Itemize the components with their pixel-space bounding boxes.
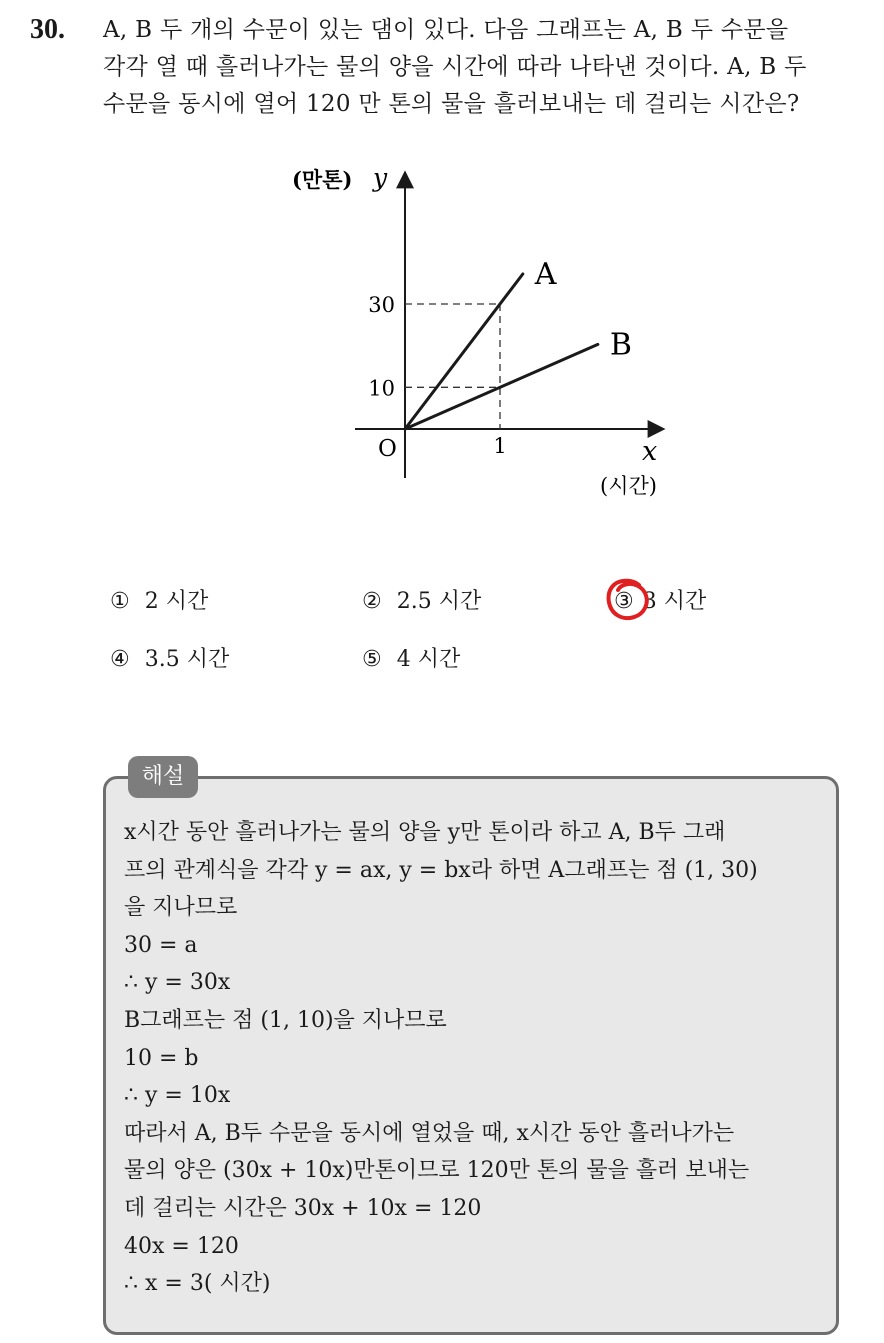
series-label-b: B — [609, 327, 632, 363]
explanation-line: 40x = 120 — [124, 1233, 239, 1259]
choice-4[interactable] — [110, 642, 229, 673]
choice-number: ② — [362, 589, 382, 614]
x-axis-variable: x — [642, 436, 658, 467]
y-axis-unit: (만톤) — [292, 167, 353, 192]
explanation-line: ∴ y = 30x — [124, 970, 231, 996]
explanation-line: 물의 양은 (30x + 10x)만톤이므로 120만 톤의 물을 흘러 보내는 — [124, 1158, 750, 1184]
explanation-line: 데 걸리는 시간은 30x + 10x = 120 — [124, 1195, 482, 1221]
x-tick-label: 1 — [493, 434, 507, 458]
choice-text: 2.5 시간 — [396, 589, 482, 614]
explanation-line: 30 = a — [124, 932, 198, 958]
explanation-line: x시간 동안 흘러나가는 물의 양을 y만 톤이라 하고 A, B두 그래 — [124, 820, 726, 845]
explanation-tag: 해설 — [128, 756, 198, 798]
y-tick-label: 30 — [368, 293, 395, 317]
choice-text: 3.5 시간 — [144, 647, 230, 672]
question-line: 수문을 동시에 열어 120 만 톤의 물을 흘러보내는 데 걸리는 시간은? — [103, 91, 800, 117]
explanation-line: B그래프는 점 (1, 10)을 지나므로 — [124, 1007, 447, 1033]
explanation-line: ∴ x = 3( 시간) — [124, 1271, 271, 1297]
choice-number: ④ — [110, 647, 130, 672]
choice-3[interactable] — [614, 584, 706, 615]
explanation-line: ∴ y = 10x — [124, 1083, 231, 1109]
choice-text: 2 시간 — [144, 589, 209, 614]
choice-text: 4 시간 — [396, 647, 461, 672]
x-axis-unit: (시간) — [600, 474, 657, 498]
explanation-text — [124, 814, 829, 1303]
explanation-line: 을 지나므로 — [124, 895, 238, 921]
explanation-line: 10 = b — [124, 1045, 199, 1071]
choice-2[interactable] — [362, 584, 481, 615]
choice-number: ③ — [614, 589, 634, 614]
choice-number: ⑤ — [362, 647, 382, 672]
choice-5[interactable] — [362, 642, 460, 673]
series-line-a — [405, 274, 523, 429]
explanation-line: 프의 관계식을 각각 y = ax, y = bx라 하면 A그래프는 점 (1, 30) — [124, 857, 758, 883]
series-label-a: A — [534, 257, 557, 292]
choice-text: 3 시간 — [642, 589, 707, 614]
choice-1[interactable] — [110, 584, 208, 615]
question-stem — [103, 12, 863, 123]
origin-label: O — [378, 436, 397, 462]
choice-number: ① — [110, 589, 130, 614]
y-tick-label: 10 — [368, 376, 395, 401]
y-axis-variable: y — [373, 163, 388, 192]
question-line: 각각 열 때 흘러나가는 물의 양을 시간에 따라 나타낸 것이다. A, B 두 — [103, 54, 807, 80]
explanation-line: 따라서 A, B두 수문을 동시에 열었을 때, x시간 동안 흘러나가는 — [124, 1120, 735, 1146]
water-flow-graph — [280, 160, 700, 510]
question-line: A, B 두 개의 수문이 있는 댐이 있다. 다음 그래프는 A, B 두 수문을 — [103, 17, 789, 43]
question-number: 30. — [30, 14, 65, 45]
